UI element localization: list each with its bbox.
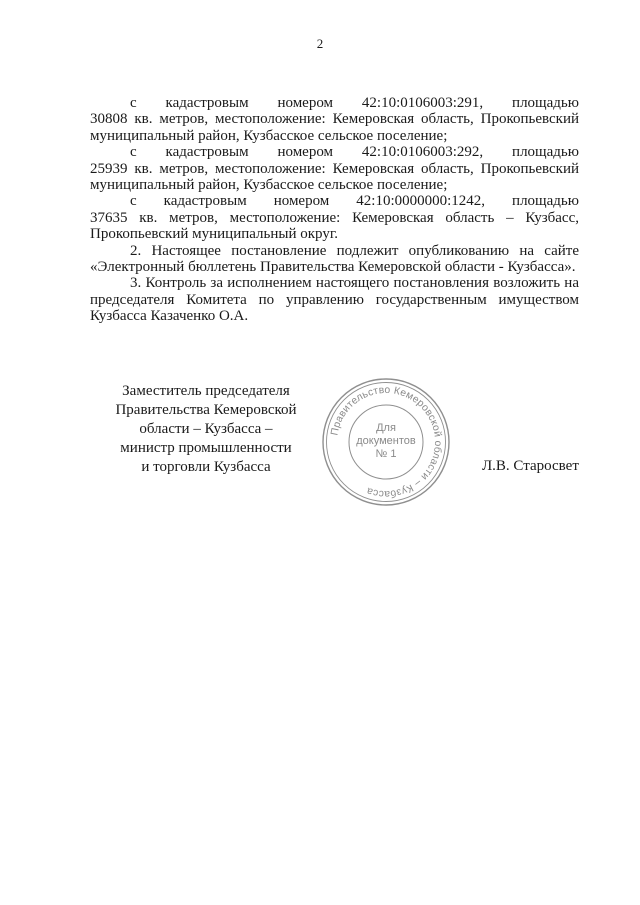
cadastral-number: 42:10:0000000:1242,	[356, 193, 486, 210]
lead-word: номером	[277, 144, 334, 161]
cadastral-item-lead	[90, 95, 579, 111]
signer-name: Л.В. Старосвет	[482, 458, 579, 474]
signer-position-line: и торговли Кузбасса	[141, 459, 271, 475]
lead-word: с	[130, 193, 137, 210]
seal-ring-textpath: Правительство Кемеровской области – Кузбасса	[329, 384, 444, 500]
signer-position-line: Заместитель председателя	[122, 383, 290, 399]
signer-position-line: министр промышленности	[120, 440, 292, 456]
signer-position-line: области – Кузбасса –	[139, 421, 273, 437]
page-number: 2	[316, 36, 324, 51]
cadastral-number: 42:10:0106003:292,	[361, 144, 484, 161]
lead-word: кадастровым	[163, 193, 247, 210]
lead-word: с	[130, 144, 137, 161]
official-seal-stamp	[321, 377, 451, 507]
seal-center-line: Для	[376, 422, 396, 434]
lead-word: номером	[273, 193, 330, 210]
cadastral-item-1	[90, 95, 579, 144]
signer-position-line: Правительства Кемеровской	[115, 402, 297, 418]
lead-word: с	[130, 95, 137, 111]
cadastral-item-details: 30808 кв. метров, местоположение: Кемеровская область, Прокопьевский муниципальный район, Кузбасское сельское поселение;	[90, 111, 579, 144]
cadastral-item-details: 25939 кв. метров, местоположение: Кемеровская область, Прокопьевский муниципальный район, Кузбасское сельское поселение;	[90, 160, 579, 194]
paragraph-publication: 2. Настоящее постановление подлежит опубликованию на сайте «Электронный бюллетень Правительства Кемеровской области - Кузбасса».	[90, 242, 579, 276]
seal-center-line: документов	[356, 435, 416, 447]
lead-word: площадью	[512, 193, 579, 210]
document-body	[90, 95, 579, 325]
lead-word: площадью	[512, 144, 579, 161]
cadastral-item-details: 37635 кв. метров, местоположение: Кемеровская область – Кузбасс, Прокопьевский муниципальный округ.	[90, 209, 579, 243]
cadastral-item-3	[90, 193, 579, 242]
seal-center-line: № 1	[375, 448, 397, 460]
cadastral-item-lead	[90, 144, 579, 160]
lead-word: номером	[277, 95, 334, 111]
lead-word: кадастровым	[165, 95, 249, 111]
cadastral-number: 42:10:0106003:291,	[361, 95, 484, 111]
lead-word: площадью	[512, 95, 579, 111]
cadastral-item-2	[90, 144, 579, 193]
paragraph-control: 3. Контроль за исполнением настоящего постановления возложить на председателя Комитета по управлению государственным имуществом Кузбасса Казаченко О.А.	[90, 275, 579, 325]
signer-position	[90, 382, 322, 477]
cadastral-item-lead	[90, 193, 579, 209]
lead-word: кадастровым	[165, 144, 249, 161]
